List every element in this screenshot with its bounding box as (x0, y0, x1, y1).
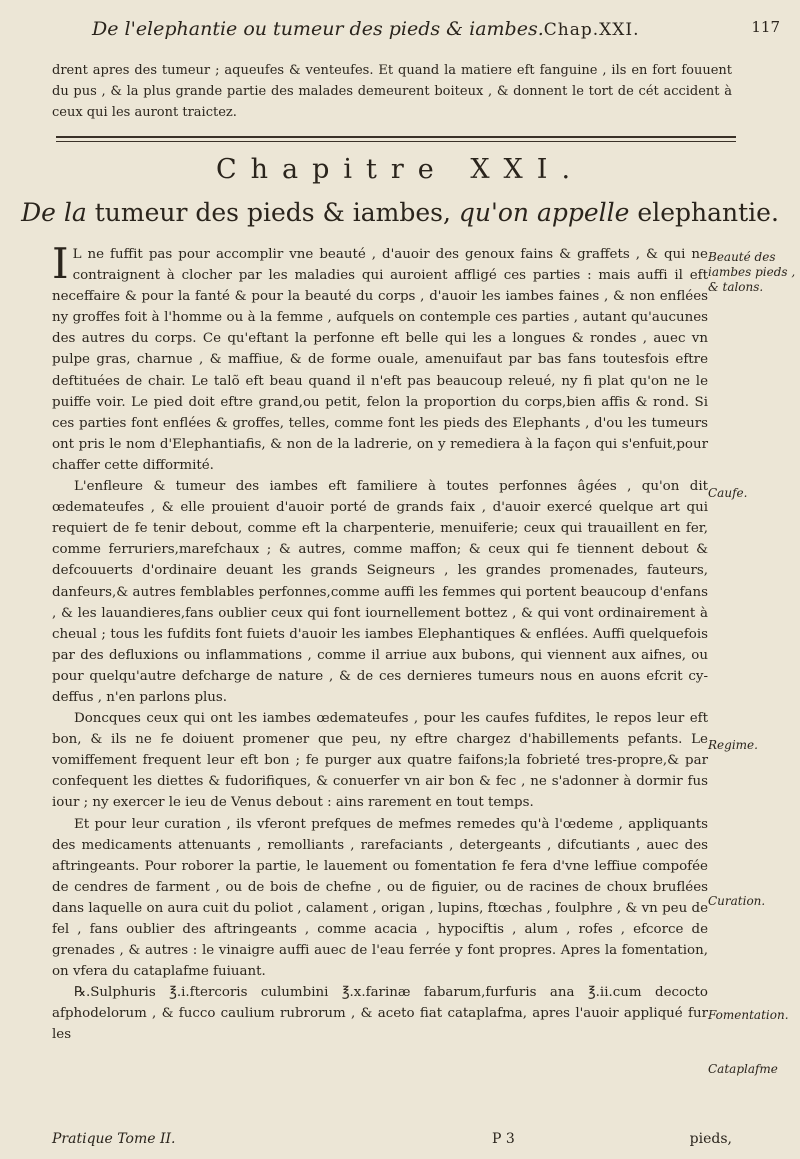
chapter-title-end: elephantie. (637, 198, 779, 227)
margin-note-fomentation: Fomentation. (708, 1008, 789, 1022)
running-title: De l'elephantie ou tumeur des pieds & iambes. (92, 18, 544, 40)
page-number: 117 (751, 18, 780, 36)
chapter-title-start: De la (21, 198, 87, 227)
running-header (92, 18, 792, 40)
chapter-title (0, 198, 800, 227)
catchword: pieds, (689, 1131, 732, 1147)
chapter-title-main: tumeur des pieds & iambes, (94, 198, 451, 227)
margin-note-regime: Regime. (708, 738, 758, 752)
paragraph-1-text: L ne fuffit pas pour accomplir vne beauté , d'auoir des genoux fains & graffets , & qui ne contraignent à clocher par les maladies qui auroient affligé ces parties : mais auffi il eft neceffaire & pour la fanté & pour la beauté du corps , d'auoir les iambes faines , & non enflées ny groffes foit à l'homme ou à la femme , aufquels on contemple ces parties , autant qu'aucunes des autres du corps. Ce qu'eftant la perfonne eft belle qui les a longues & rondes , auec vn pulpe gras, charnue , & maffiue, & de forme ouale, amenuifaut par bas fans toutesfois eftre deftituées de chair. Le talõ eft beau quand il n'eft pas beaucoup releué, ny fi plat qu'on ne le puiffe voir. Le pied doit eftre grand,ou petit, felon la proportion du corps,bien affis & rond. Si ces parties font enflées & groffes, telles, comme font les pieds des Elephants , d'ou les tumeurs ont pris le nom d'Elephantiafis, & non de la ladrerie, on y remediera à la façon qui s'enfuit,pour chaffer cette difformité. (52, 247, 708, 473)
section-rule (56, 136, 736, 142)
paragraph-2: L'enfleure & tumeur des iambes eft familiere à toutes perfonnes âgées , qu'on dit œdemateufes , & elle prouient d'auoir porté de grands faix , d'auoir exercé quelque art qui requiert de fe tenir debout, comme eft la charpenterie, menuiferie; ceux qui trauaillent en fer, comme ferruriers,marefchaux ; & autres, comme maffon; & ceux qui fe tiennent debout & defcouuerts d'ordinaire deuant les grands Seigneurs , les grandes promenades, fauteurs, danfeurs,& autres femblables perfonnes,comme auffi les femmes qui portent beaucoup d'enfans , & les lauandieres,fans oublier ceux qui font iournellement bottez , & qui vont ordinairement à cheual ; tous les fufdits font fuiets d'auoir les iambes Elephantiques & enflées. Auffi quelquefois par des defluxions ou inflammations , comme il arriue aux bubons, qui viennent aux aifnes, ou pour quelqu'autre defcharge de nature , & de ces dernieres tumeurs nous en auons efcrit cy-deffus , n'en parlons plus. (52, 479, 708, 705)
signature-mark: P 3 (492, 1131, 515, 1147)
continued-text: drent apres des tumeur ; aqueufes & venteufes. Et quand la matiere eft fanguine , ils en fort fouuent du pus , & la plus grande partie des malades demeurent boiteux , & donnent le tort de cét accident à ceux qui les auront traictez. (52, 63, 732, 120)
page-footer (52, 1131, 732, 1147)
paragraph-1 (52, 239, 708, 476)
margin-note-curation: Curation. (708, 894, 766, 908)
chapter-number: Chapitre XXI. (215, 154, 585, 185)
chapter-reference: Chap.XXI. (543, 20, 640, 40)
margin-note-cataplasme: Cataplafme (708, 1062, 778, 1076)
footer-volume: Pratique Tome II. (52, 1131, 176, 1147)
paragraph-5: ℞.Sulphuris ℥.i.ftercoris culumbini ℥.x.farinæ fabarum,furfuris ana ℥.ii.cum decocto afphodelorum , & fucco caulium rubrorum , & aceto fiat cataplafma, apres l'auoir appliqué fur les (52, 985, 708, 1043)
chapter-title-italic: qu'on appelle (458, 198, 630, 227)
paragraph-3: Doncques ceux qui ont les iambes œdemateufes , pour les caufes fufdites, le repos leur eft bon, & ils ne fe doiuent promener que peu, ny eftre chargez d'habillements pefants. Le vomiffement frequent leur eft bon ; fe purger aux quatre faifons;la fobrieté tres-propre,& par confequent les diettes & fudorifiques, & conuerfer vn air bon & fec , ne s'adonner à dormir fus iour ; ny exercer le ieu de Venus debout : ains rarement en tout temps. (52, 711, 708, 811)
drop-capital: I (52, 239, 69, 288)
chapter-body (52, 239, 708, 1046)
paragraph-4: Et pour leur curation , ils vferont prefques de mefmes remedes qu'à l'œdeme , appliquants des medicaments attenuants , remolliants , rarefaciants , detergeants , difcutiants , auec des aftringeants. Pour roborer la partie, le lauement ou fomentation fe fera d'vne leffiue compofée de cendres de farment , ou de bois de chefne , ou de figuier, ou de racines de choux bruflées dans laquelle on aura cuit du poliot , calament , origan , lupins, ftœchas , foulphre , & vn peu de fel , fans oublier des aftringeants , comme acacia , hypociftis , alum , rofes , efcorce de grenades , & autres : le vinaigre auffi auec de l'eau ferrée y font propres. Apres la fomentation, on vfera du cataplafme fuiuant. (52, 816, 708, 980)
margin-note-beaute: Beauté des iambes pieds , & talons. (708, 250, 796, 294)
margin-note-cause: Caufe. (708, 486, 748, 500)
